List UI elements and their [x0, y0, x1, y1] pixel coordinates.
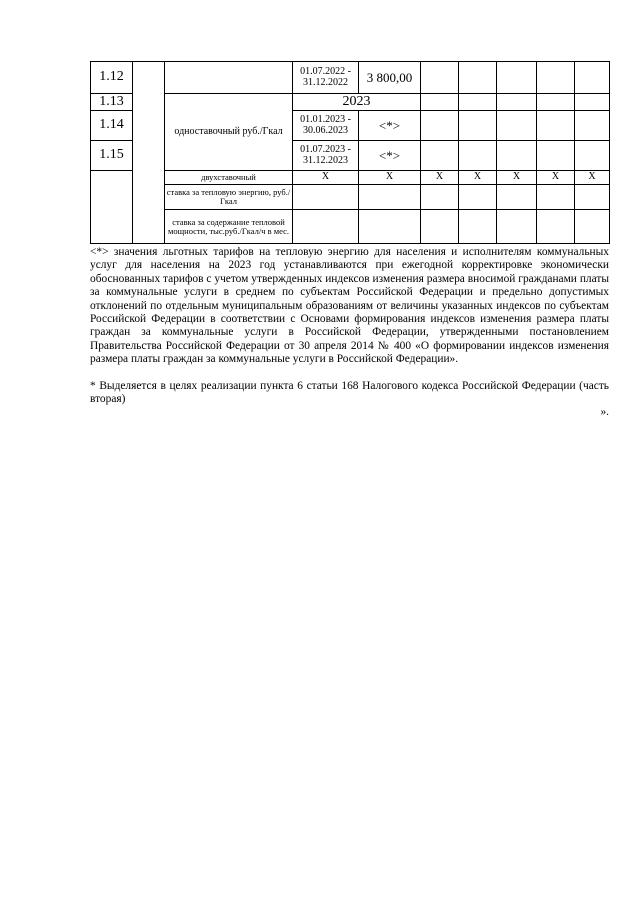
x-mark: X: [537, 171, 575, 185]
x-mark: X: [497, 171, 537, 185]
x-mark: X: [459, 171, 497, 185]
period-cell: 01.01.2023 - 30.06.2023: [293, 111, 359, 141]
notes-section: [90, 246, 609, 420]
year-cell: 2023: [293, 94, 421, 111]
x-mark: X: [359, 171, 421, 185]
two-rate-label: двухставочный: [165, 171, 293, 185]
empty-cell: [133, 62, 165, 244]
x-mark: X: [421, 171, 459, 185]
table-row: [91, 185, 610, 210]
capacity-rate-label: ставка за содержание тепловой мощности, тыс.руб./Гкал/ч в мес.: [165, 210, 293, 244]
empty-cell: [165, 62, 293, 94]
row-number: 1.14: [91, 111, 133, 141]
table-row: [91, 210, 610, 244]
row-number: 1.13: [91, 94, 133, 111]
tariff-table: [90, 61, 610, 244]
value-cell: <*>: [359, 141, 421, 171]
row-number: 1.15: [91, 141, 133, 171]
x-mark: X: [293, 171, 359, 185]
tax-footnote: * Выделяется в целях реализации пункта 6 статьи 168 Налогового кодекса Российской Федерации (часть вторая): [90, 379, 609, 406]
table-row: [91, 171, 610, 185]
row-number: 1.12: [91, 62, 133, 94]
value-cell: 3 800,00: [359, 62, 421, 94]
table-row: [91, 62, 610, 94]
single-rate-label: одноставочный руб./Гкал: [165, 94, 293, 171]
period-cell: 01.07.2022 - 31.12.2022: [293, 62, 359, 94]
closing-quote: ».: [600, 406, 609, 419]
heat-rate-label: ставка за тепловую энергию, руб./Гкал: [165, 185, 293, 210]
empty-cell: [91, 171, 133, 244]
table-row: [91, 94, 610, 111]
period-cell: 01.07.2023 - 31.12.2023: [293, 141, 359, 171]
footnote-text: <*> значения льготных тарифов на тепловую энергию для населения и исполнителям коммунальных услуг для населения на 2023 год устанавливаются при ежегодной корректировке экономически обоснованных тарифов с учетом утвержденных индексов изменения размера вносимой гражданами платы за коммунальные услуги в среднем по субъектам Российской Федерации и предельно допустимых отклонений по отдельным муниципальным образованиям от величины указанных индексов по субъектам Российской Федерации в соответствии с Основами формирования индексов изменения размера платы граждан за коммунальные услуги в Российской Федерации, утвержденными постановлением Правительства Российской Федерации от 30 апреля 2014 № 400 «О формировании индексов изменения размера платы граждан за коммунальные услуги в Российской Федерации».: [90, 246, 609, 366]
value-cell: <*>: [359, 111, 421, 141]
x-mark: X: [575, 171, 610, 185]
